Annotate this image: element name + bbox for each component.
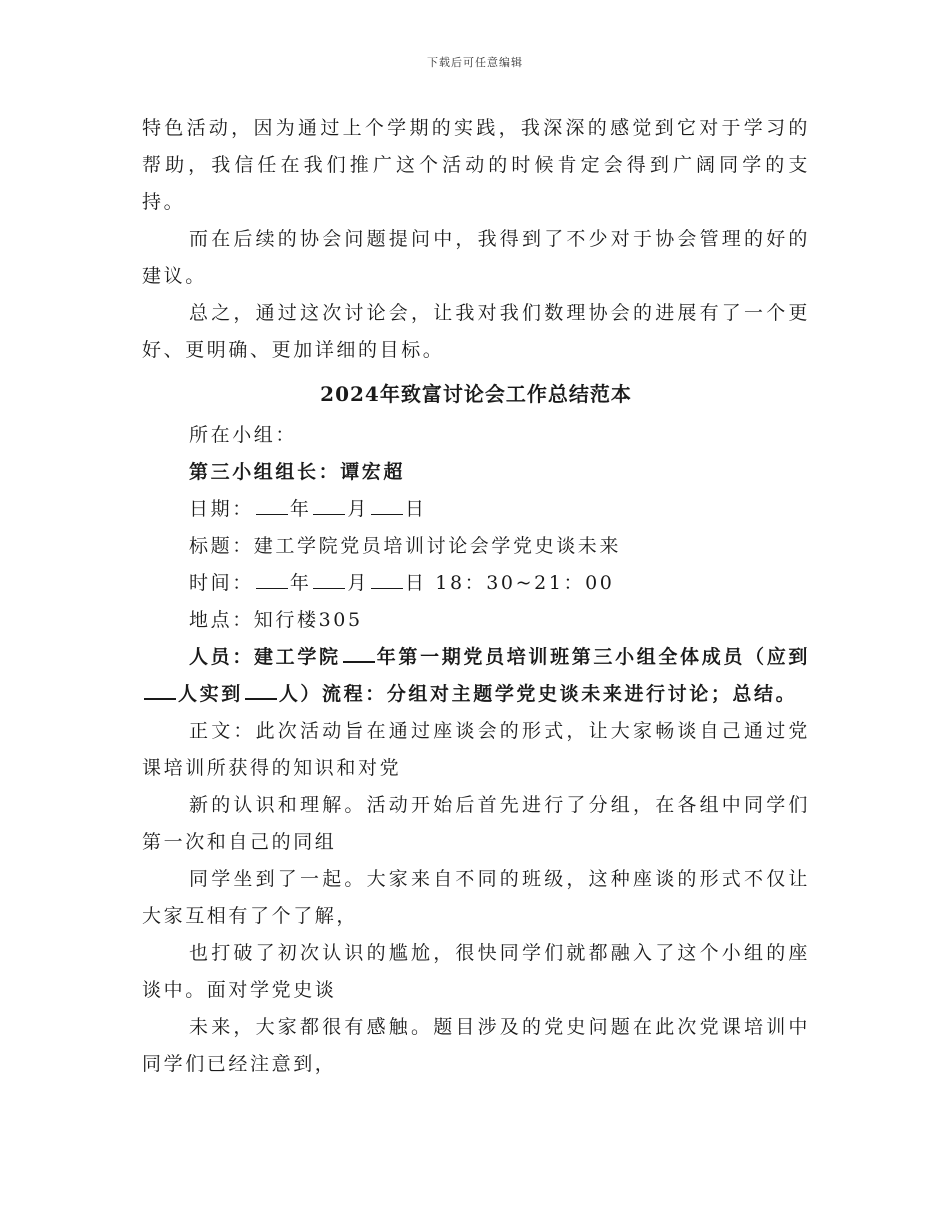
personnel-part-4: 人）流程：分组对主题学党史谈未来进行讨论；总结。 <box>278 683 798 705</box>
field-leader: 第三小组组长：谭宏超 <box>189 461 406 483</box>
page-header-note: 下载后可任意编辑 <box>427 56 523 69</box>
date-day-blank <box>371 496 403 515</box>
personnel-actual-blank <box>245 680 277 700</box>
body-paragraph-3: 同学坐到了一起。大家来自不同的班级，这种座谈的形式不仅让大家互相有了个了解， <box>142 868 810 927</box>
document-body <box>142 110 810 1083</box>
date-year: 年 <box>289 498 312 520</box>
personnel-part-3: 人实到 <box>178 683 243 705</box>
field-time <box>142 565 810 602</box>
personnel-expected-blank <box>144 680 176 700</box>
date-label: 日期： <box>189 498 254 520</box>
time-year-blank <box>256 570 288 589</box>
field-group: 所在小组： <box>189 424 298 446</box>
intro-paragraph-2: 而在后续的协会问题提问中，我得到了不少对于协会管理的好的建议。 <box>142 228 810 287</box>
date-month-blank <box>313 496 345 515</box>
body-paragraph-1: 正文：此次活动旨在通过座谈会的形式，让大家畅谈自己通过党课培训所获得的知识和对党 <box>142 720 810 779</box>
personnel-part-1: 人员：建工学院 <box>189 646 341 668</box>
body-paragraph-4: 也打破了初次认识的尴尬，很快同学们就都融入了这个小组的座谈中。面对学党史谈 <box>142 942 810 1001</box>
personnel-year-blank <box>343 643 375 663</box>
time-label: 时间： <box>189 572 254 594</box>
document-title: 2024年致富讨论会工作总结范本 <box>320 382 632 406</box>
time-year: 年 <box>289 572 312 594</box>
field-personnel <box>142 639 810 713</box>
time-month-blank <box>313 570 345 589</box>
time-month: 月 <box>347 572 370 594</box>
body-paragraph-2: 新的认识和理解。活动开始后首先进行了分组，在各组中同学们第一次和自己的同组 <box>142 794 810 853</box>
date-day: 日 <box>405 498 427 520</box>
time-day-range: 日 18：30~21：00 <box>405 572 615 594</box>
time-day-blank <box>371 570 403 589</box>
field-subject: 标题：建工学院党员培训讨论会学党史谈未来 <box>189 535 622 557</box>
field-place: 地点：知行楼305 <box>189 609 363 631</box>
date-month: 月 <box>347 498 370 520</box>
date-year-blank <box>256 496 288 515</box>
body-paragraph-5: 未来，大家都很有感触。题目涉及的党史问题在此次党课培训中同学们已经注意到， <box>142 1016 810 1075</box>
intro-paragraph-3: 总之，通过这次讨论会，让我对我们数理协会的进展有了一个更好、更明确、更加详细的目标。 <box>142 302 810 361</box>
intro-paragraph-1: 特色活动，因为通过上个学期的实践，我深深的感觉到它对于学习的帮助，我信任在我们推广这个活动的时候肯定会得到广阔同学的支持。 <box>142 117 810 213</box>
field-date <box>142 491 810 528</box>
personnel-part-2: 年第一期党员培训班第三小组全体成员（应到 <box>376 646 810 668</box>
